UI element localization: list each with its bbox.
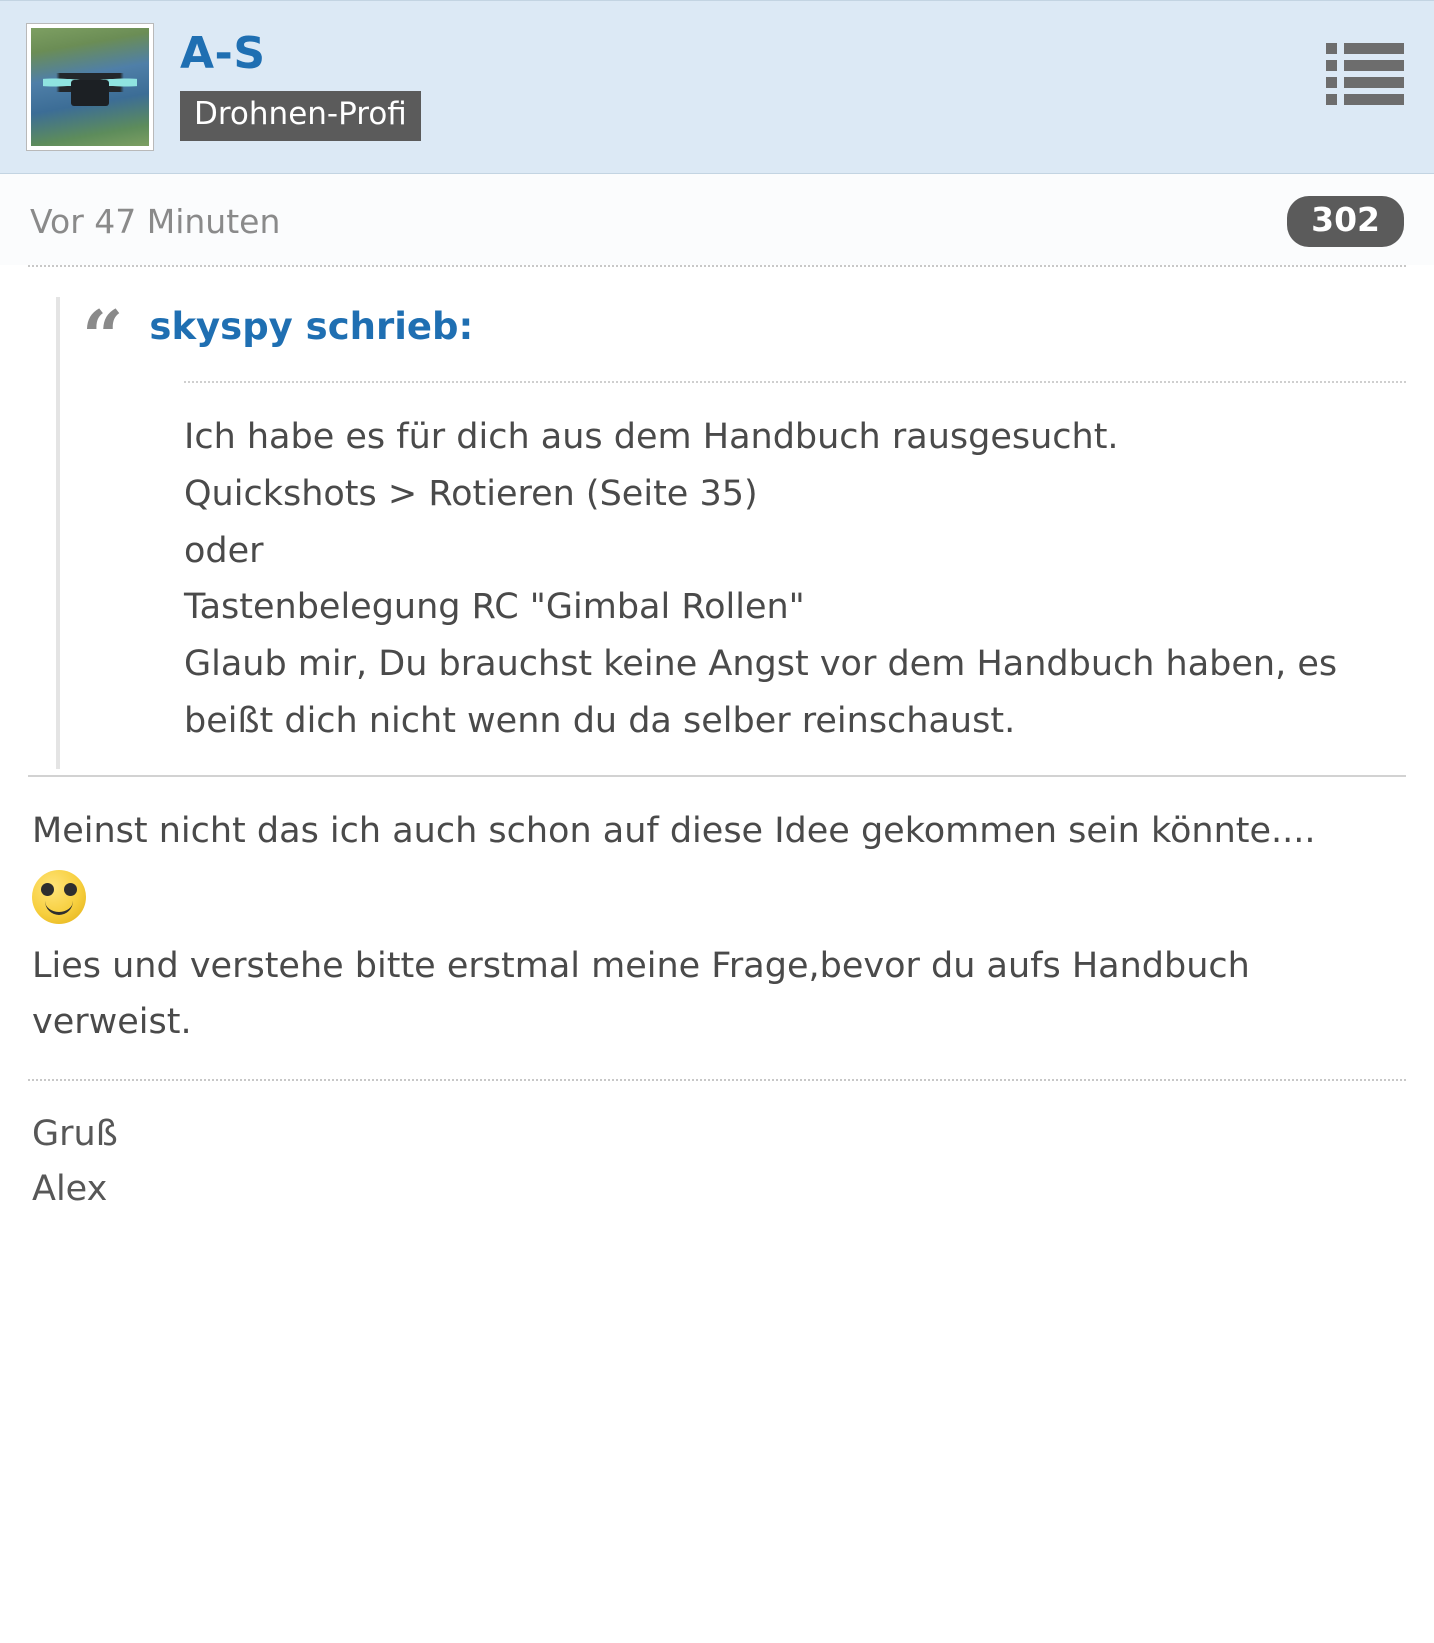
menu-bar <box>1344 43 1404 54</box>
quote-line: oder <box>184 530 264 571</box>
emoji-line <box>32 860 1402 938</box>
reply-paragraph-1: Meinst nicht das ich auch schon auf diese Idee gekommen sein könnte.... <box>32 811 1316 852</box>
reply-paragraph-2: Lies und verstehe bitte erstmal meine Frage,bevor du aufs Handbuch verweist. <box>32 945 1250 1043</box>
list-menu-icon[interactable] <box>1326 43 1404 105</box>
signature <box>28 1081 1406 1258</box>
quote-line: Glaub mir, Du brauchst keine Angst vor dem Handbuch haben, es beißt dich nicht wenn du da selber reinschaust. <box>184 643 1338 741</box>
menu-bar <box>1344 77 1404 88</box>
quote-mark-icon: “ <box>82 294 124 380</box>
quote-header <box>60 294 1406 380</box>
menu-bar <box>1344 94 1404 105</box>
menu-dot <box>1326 60 1337 71</box>
menu-row <box>1326 94 1404 105</box>
quote-block <box>56 294 1406 769</box>
signature-line-1: Gruß <box>32 1114 118 1154</box>
quote-line: Ich habe es für dich aus dem Handbuch rausgesucht. <box>184 417 1119 458</box>
avatar-image <box>31 28 149 146</box>
post-number-badge[interactable]: 302 <box>1287 196 1404 247</box>
reply-text <box>28 777 1406 1051</box>
post-timestamp: Vor 47 Minuten <box>30 202 281 242</box>
signature-line-2: Alex <box>32 1169 108 1210</box>
user-title-badge: Drohnen-Profi <box>180 91 421 141</box>
avatar[interactable] <box>26 23 154 151</box>
quote-author[interactable]: skyspy schrieb: <box>149 305 474 349</box>
menu-row <box>1326 77 1404 88</box>
menu-row <box>1326 60 1404 71</box>
menu-dot <box>1326 77 1337 88</box>
menu-dot <box>1326 94 1337 105</box>
post-header <box>0 0 1434 174</box>
username[interactable]: A-S <box>180 28 266 79</box>
quote-line: Quickshots > Rotieren (Seite 35) <box>184 473 758 514</box>
quote-text <box>60 383 1406 769</box>
menu-dot <box>1326 43 1337 54</box>
quote-line: Tastenbelegung RC "Gimbal Rollen" <box>184 587 805 628</box>
menu-bar <box>1344 60 1404 71</box>
rolling-eyes-smiley-icon <box>32 870 86 924</box>
post-body <box>0 267 1434 1257</box>
user-block <box>180 23 421 141</box>
post-meta <box>0 174 1434 265</box>
menu-row <box>1326 43 1404 54</box>
